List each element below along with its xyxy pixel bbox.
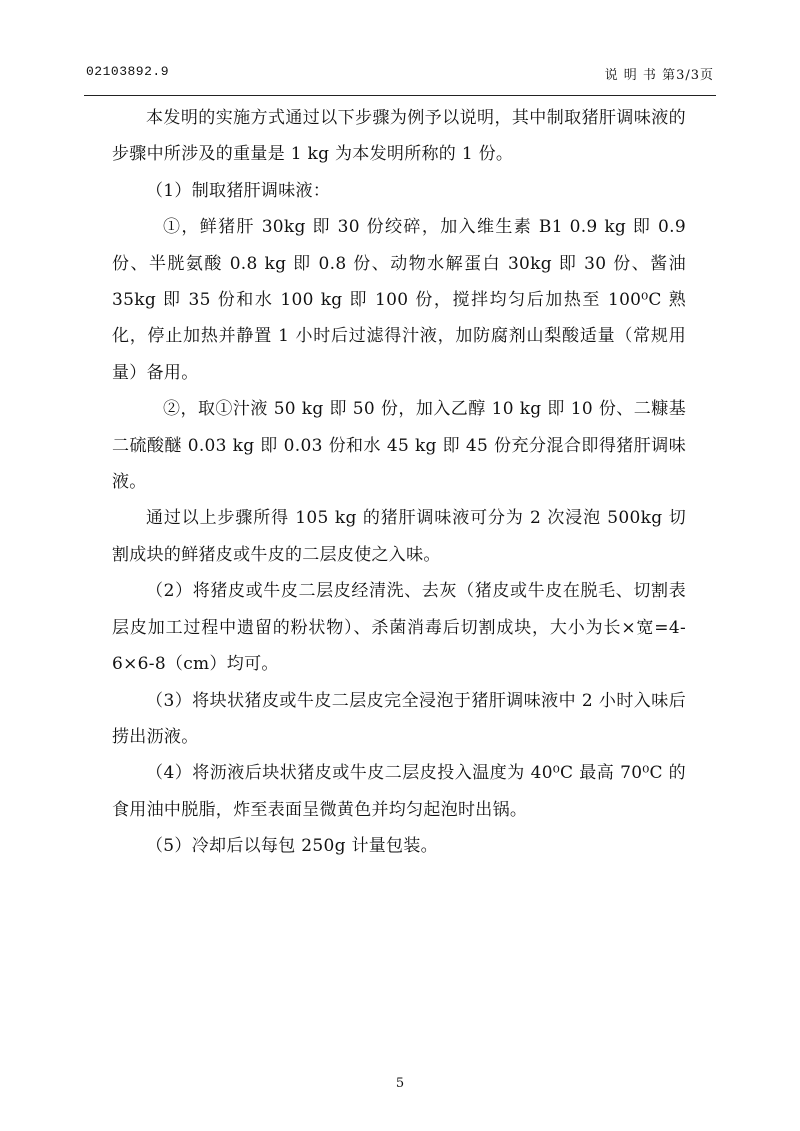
result-paragraph: 通过以上步骤所得 105 kg 的猪肝调味液可分为 2 次浸泡 500kg 切割成块的鲜猪皮或牛皮的二层皮使之入味。: [112, 508, 686, 565]
document-body: [112, 100, 686, 865]
step-2-paragraph: ②，取①汁液 50 kg 即 50 份，加入乙醇 10 kg 即 10 份、二糠基二硫酸醚 0.03 kg 即 0.03 份和水 45 kg 即 45 份充分混合即得猪肝调味液。: [112, 399, 686, 493]
header-divider: [84, 95, 716, 96]
section-heading-1: （1）制取猪肝调味液：: [146, 180, 331, 201]
section-5-paragraph: （5）冷却后以每包 250g 计量包装。: [146, 836, 438, 857]
page-header: [84, 64, 716, 86]
page-number: 5: [395, 1076, 405, 1091]
section-3-paragraph: （3）将块状猪皮或牛皮二层皮完全浸泡于猪肝调味液中 2 小时入味后捞出沥液。: [112, 690, 686, 747]
intro-paragraph: 本发明的实施方式通过以下步骤为例予以说明，其中制取猪肝调味液的步骤中所涉及的重量是 1 kg 为本发明所称的 1 份。: [112, 108, 686, 165]
section-2-paragraph: （2）将猪皮或牛皮二层皮经清洗、去灰（猪皮或牛皮在脱毛、切割表层皮加工过程中遗留的粉状物）、杀菌消毒后切割成块，大小为长×宽=4-6×6-8（cm）均可。: [112, 581, 686, 675]
header-page-info: 说 明 书 第3/3页: [604, 68, 714, 83]
step-1-paragraph: ①，鲜猪肝 30kg 即 30 份绞碎，加入维生素 B1 0.9 kg 即 0.9 份、半胱氨酸 0.8 kg 即 0.8 份、动物水解蛋白 30kg 即 30 份、酱油 35kg 即 35 份和水 100 kg 即 100 份，搅拌均匀后加热至 100⁰C 熟化，停止加热并静置 1 小时后过滤得汁液，加防腐剂山梨酸适量（常规用量）备用。: [112, 217, 686, 383]
document-number: 02103892.9: [86, 64, 170, 79]
section-4-paragraph: （4）将沥液后块状猪皮或牛皮二层皮投入温度为 40⁰C 最高 70⁰C 的食用油中脱脂，炸至表面呈微黄色并均匀起泡时出锅。: [112, 763, 686, 820]
